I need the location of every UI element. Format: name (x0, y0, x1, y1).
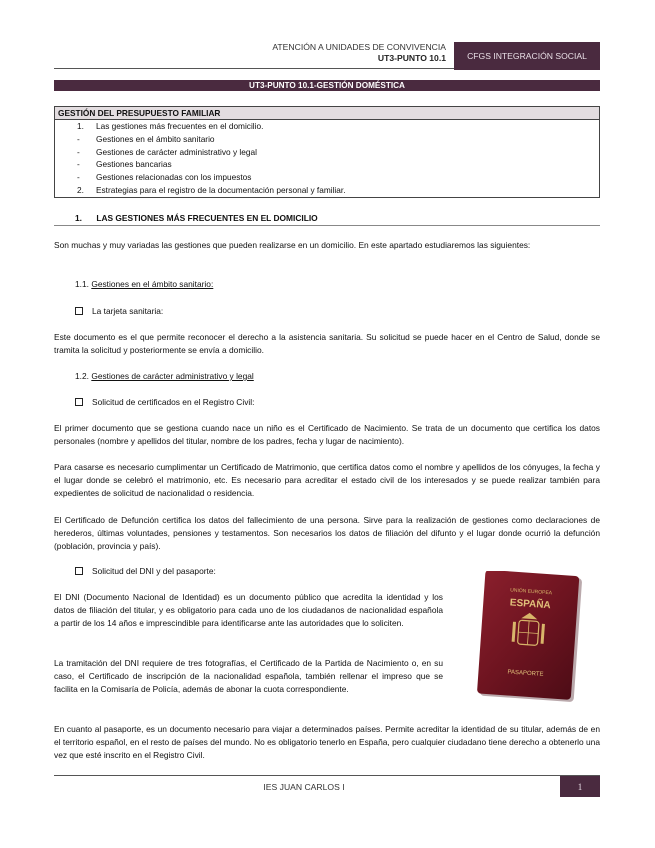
bullet-label: La tarjeta sanitaria: (92, 306, 164, 316)
section-intro: Son muchas y muy variadas las gestiones que pueden realizarse en un domicilio. En este apartado estudiaremos las siguientes: (54, 240, 531, 250)
bullet-label: Solicitud del DNI y del pasaporte: (92, 566, 216, 576)
index-text: Gestiones en el ámbito sanitario (96, 133, 215, 144)
index-text: Estrategias para el registro de la documentación personal y familiar. (96, 184, 346, 195)
paragraph: Para casarse es necesario cumplimentar un Certificado de Matrimonio, que certifica datos como el nombre y apellidos de los cónyuges, la fecha y el lugar donde se celebró el matrimonio, etc. Es necesario para acreditar el estado civil de los interesados y se puede realizar también para expedientes de solicitud de nacionalidad o residencia. (54, 462, 600, 498)
index-item (55, 146, 599, 159)
index-item (55, 120, 599, 133)
index-marker: 2. (77, 184, 84, 195)
index-table (54, 106, 600, 198)
paragraph: El DNI (Documento Nacional de Identidad) es un documento público que acredita la identidad y los datos de filiación del titular, y es obligatorio para cada uno de los ciudadanos de nacionalidad española a partir de los 14 años e imprescindible para identificarse ante las autoridades que lo soliciten. (54, 592, 443, 628)
index-item (55, 133, 599, 146)
footer-school: IES JUAN CARLOS I (263, 782, 345, 792)
checkbox-bullet-icon (75, 398, 83, 406)
header-course-badge: CFGS INTEGRACIÓN SOCIAL (454, 42, 600, 70)
index-marker: - (77, 172, 80, 183)
paragraph: El primer documento que se gestiona cuando nace un niño es el Certificado de Nacimiento. Se trata de un documento que certifica los datos personales (nombre y apellidos del titular, nombre de los padres, fecha y lugar de nacimiento). (54, 423, 600, 446)
bullet-heading (75, 397, 254, 407)
index-item (55, 171, 599, 184)
index-text: Las gestiones más frecuentes en el domicilio. (96, 121, 264, 131)
index-item (55, 184, 599, 197)
section-heading (75, 213, 318, 223)
checkbox-bullet-icon (75, 307, 83, 315)
paragraph: Este documento es el que permite reconocer el derecho a la asistencia sanitaria. Su solicitud se puede hacer en el Centro de Salud, donde se tramita la solicitud y posteriormente se envía a domicilio. (54, 332, 600, 355)
document-header (200, 42, 446, 64)
section-divider (54, 225, 600, 226)
section-number: 1. (75, 213, 82, 223)
bullet-label: Solicitud de certificados en el Registro Civil: (92, 397, 255, 407)
passport-image (476, 571, 586, 703)
index-text: Gestiones bancarias (96, 159, 172, 170)
index-marker: - (77, 159, 80, 170)
subsection-number: 1.2. (75, 371, 89, 381)
subsection-heading (75, 279, 213, 289)
passport-label: PASAPORTE (507, 669, 544, 678)
checkbox-bullet-icon (75, 567, 83, 575)
header-divider (54, 68, 454, 69)
footer-divider (54, 775, 600, 776)
passport-top-text: UNIÓN EUROPEA (510, 587, 553, 597)
paragraph: La tramitación del DNI requiere de tres fotografías, el Certificado de la Partida de Nacimiento o, en su caso, el Certificado de inscripción de la nacionalidad española, también rellenar el impreso que se facilita en la Comisaría de Policía, además de abonar la cuota correspondiente. (54, 658, 443, 694)
header-subject: ATENCIÓN A UNIDADES DE CONVIVENCIA (272, 42, 446, 52)
index-item (55, 158, 599, 171)
index-text: Gestiones relacionadas con los impuestos (96, 172, 252, 183)
page-title: UT3-PUNTO 10.1-GESTIÓN DOMÉSTICA (54, 80, 600, 91)
bullet-heading (75, 306, 163, 316)
paragraph: En cuanto al pasaporte, es un documento necesario para viajar a determinados países. Permite acreditar la identidad de su titular, además de en el territorio español, en el resto de países del mundo. No es obligatorio tenerlo en España, pero cualquier ciudadano tiene derecho a obtenerlo una vez que esté inscrito en el Registro Civil. (54, 724, 600, 760)
subsection-number: 1.1. (75, 279, 89, 289)
header-unit: UT3-PUNTO 10.1 (377, 53, 446, 63)
index-marker: - (77, 146, 80, 157)
section-title: LAS GESTIONES MÁS FRECUENTES EN EL DOMICILIO (96, 213, 318, 223)
paragraph: El Certificado de Defunción certifica los datos del fallecimiento de una persona. Sirve para la realización de gestiones como declaraciones de herederos, últimas voluntades, pensiones y testamentos. Son necesarios los datos de filiación del difunto y el lugar donde ocurrió la defunción (población, provincia y país). (54, 515, 600, 551)
subsection-title: Gestiones en el ámbito sanitario: (91, 279, 214, 289)
page-number: 1 (560, 776, 600, 797)
bullet-heading (75, 566, 216, 576)
index-heading: GESTIÓN DEL PRESUPUESTO FAMILIAR (55, 107, 599, 120)
subsection-heading (75, 371, 254, 381)
index-text: Gestiones de carácter administrativo y legal (96, 146, 257, 157)
passport-country: ESPAÑA (509, 597, 552, 612)
index-marker: 1. (77, 121, 84, 131)
index-marker: - (77, 133, 80, 144)
subsection-title: Gestiones de carácter administrativo y legal (91, 371, 254, 381)
